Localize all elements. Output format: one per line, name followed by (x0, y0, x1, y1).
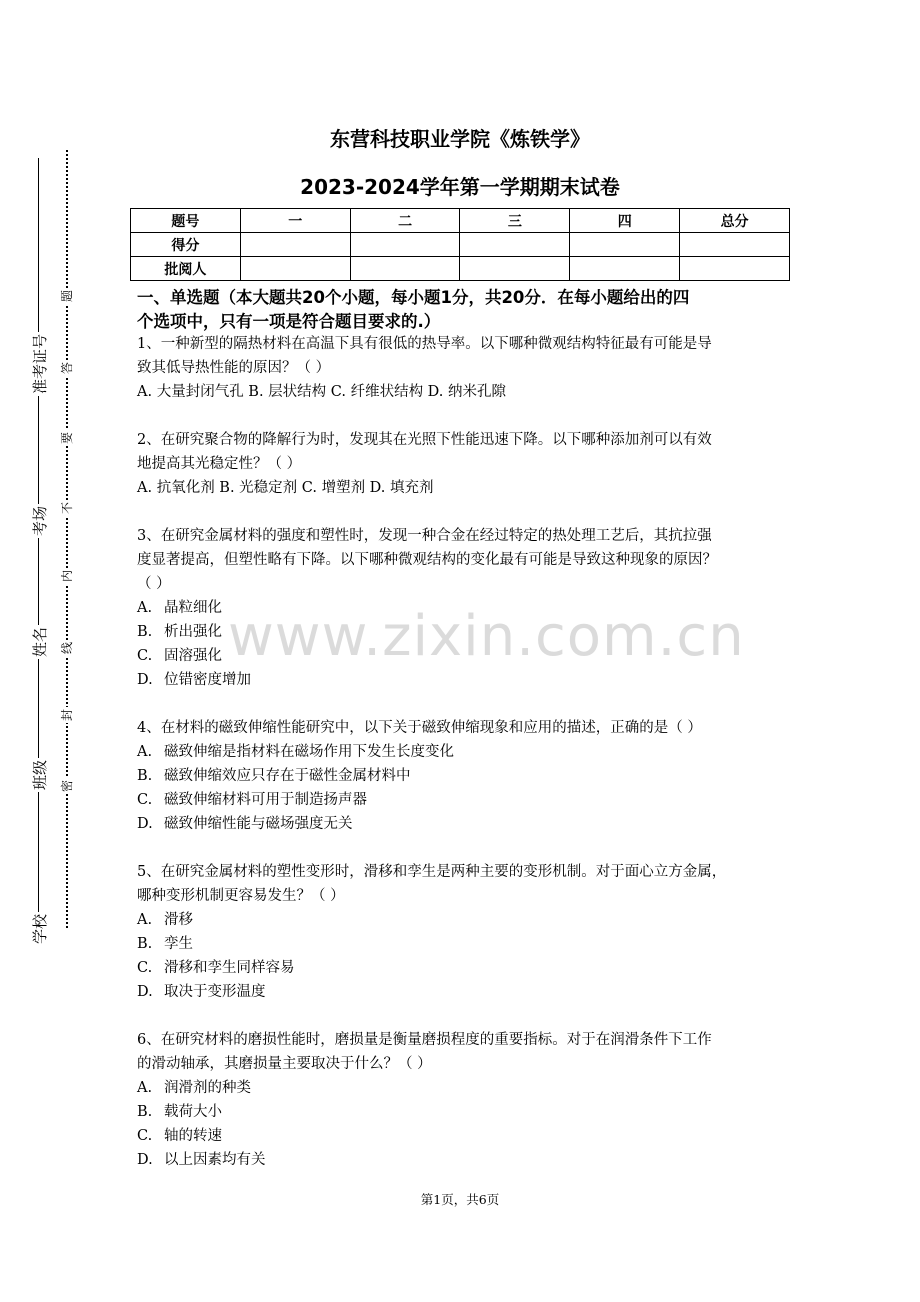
grader-row-label: 批阅人 (131, 257, 241, 281)
question-stem-line: 的滑动轴承，其磨损量主要取决于什么？（ ） (137, 1056, 432, 1072)
score-table-header: 一 (240, 209, 350, 233)
score-row-label: 得分 (131, 233, 241, 257)
watermark: www.zixin.com.cn (228, 604, 745, 669)
seal-char: 密 (60, 780, 74, 793)
option-b: B. 载荷大小 (137, 1104, 222, 1120)
score-table-header: 三 (460, 209, 570, 233)
score-table-header: 总分 (680, 209, 790, 233)
option-d: D. 磁致伸缩性能与磁场强度无关 (137, 816, 353, 832)
question-options: A. 抗氧化剂 B. 光稳定剂 C. 增塑剂 D. 填充剂 (137, 480, 434, 496)
seal-char: 题 (60, 290, 74, 303)
score-table-header: 二 (350, 209, 460, 233)
option-d: D. 取决于变形温度 (137, 984, 266, 1000)
option-d: D. 位错密度增加 (137, 672, 251, 688)
score-table (130, 208, 790, 281)
score-table-header: 题号 (131, 209, 241, 233)
grader-cell (570, 257, 680, 281)
name-label: 姓名 (31, 627, 49, 658)
exam-title: 东营科技职业学院《炼铁学》 (330, 127, 590, 151)
score-cell (570, 233, 680, 257)
option-a: A. 滑移 (137, 912, 193, 928)
question-stem-line: 5、在研究金属材料的塑性变形时，滑移和孪生是两种主要的变形机制。对于面心立方金属， (137, 864, 727, 880)
option-a: A. 晶粒细化 (137, 600, 222, 616)
score-row (131, 233, 790, 257)
question-stem-line: 3、在研究金属材料的强度和塑性时，发现一种合金在经过特定的热处理工艺后，其抗拉强 (137, 528, 712, 544)
question-stem-line: 地提高其光稳定性？（ ） (137, 456, 302, 472)
school-label: 学校 (31, 914, 49, 945)
seal-char: 内 (60, 570, 74, 583)
grader-cell (680, 257, 790, 281)
section-heading (137, 286, 787, 334)
question-4 (137, 716, 787, 836)
score-table-header-row (131, 209, 790, 233)
question-stem-line: 4、在材料的磁致伸缩性能研究中，以下关于磁致伸缩现象和应用的描述，正确的是（ ） (137, 720, 702, 736)
score-cell (240, 233, 350, 257)
question-stem-line: （ ） (137, 576, 171, 592)
question-3 (137, 524, 787, 692)
option-b: B. 析出强化 (137, 624, 222, 640)
option-a: A. 润滑剂的种类 (137, 1080, 251, 1096)
score-cell (460, 233, 570, 257)
question-stem-line: 度显著提高，但塑性略有下降。以下哪种微观结构的变化最有可能是导致这种现象的原因？ (137, 552, 717, 568)
section-heading-line: 一、单选题（本大题共20个小题，每小题1分，共20分．在每小题给出的四 (137, 288, 690, 307)
option-c: C. 固溶强化 (137, 648, 222, 664)
exam-room-label: 考场 (31, 506, 49, 537)
option-c: C. 滑移和孪生同样容易 (137, 960, 295, 976)
option-b: B. 磁致伸缩效应只存在于磁性金属材料中 (137, 768, 411, 784)
option-d: D. 以上因素均有关 (137, 1152, 266, 1168)
score-cell (680, 233, 790, 257)
question-options: A. 大量封闭气孔 B. 层状结构 C. 纤维状结构 D. 纳米孔隙 (137, 384, 507, 400)
section-heading-line: 个选项中，只有一项是符合题目要求的.） (137, 312, 441, 331)
grader-row (131, 257, 790, 281)
seal-char: 线 (60, 642, 74, 655)
question-list (137, 332, 787, 1172)
question-6 (137, 1028, 787, 1172)
seal-char: 封 (60, 709, 74, 722)
seal-char: 要 (60, 432, 74, 445)
question-stem-line: 1、一种新型的隔热材料在高温下具有很低的热导率。以下哪种微观结构特征最有可能是导 (137, 336, 712, 352)
grader-cell (240, 257, 350, 281)
class-label: 班级 (31, 760, 49, 791)
score-cell (350, 233, 460, 257)
option-a: A. 磁致伸缩是指材料在磁场作用下发生长度变化 (137, 744, 454, 760)
question-2 (137, 428, 787, 500)
option-c: C. 磁致伸缩材料可用于制造扬声器 (137, 792, 367, 808)
question-stem-line: 6、在研究材料的磨损性能时，磨损量是衡量磨损程度的重要指标。对于在润滑条件下工作 (137, 1032, 712, 1048)
question-stem-line: 致其低导热性能的原因？（ ） (137, 360, 331, 376)
option-b: B. 孪生 (137, 936, 193, 952)
question-stem-line: 哪种变形机制更容易发生？（ ） (137, 888, 345, 904)
seal-char: 不 (60, 502, 74, 515)
question-5 (137, 860, 787, 1004)
grader-cell (350, 257, 460, 281)
score-table-header: 四 (570, 209, 680, 233)
exam-number-label: 准考证号 (31, 334, 49, 395)
seal-line (66, 150, 68, 928)
grader-cell (460, 257, 570, 281)
seal-char: 答 (60, 362, 74, 375)
page-footer: 第1页，共6页 (420, 1192, 500, 1207)
question-stem-line: 2、在研究聚合物的降解行为时，发现其在光照下性能迅速下降。以下哪种添加剂可以有效 (137, 432, 712, 448)
option-c: C. 轴的转速 (137, 1128, 222, 1144)
exam-subtitle: 2023-2024学年第一学期期末试卷 (300, 175, 620, 199)
question-1 (137, 332, 787, 404)
